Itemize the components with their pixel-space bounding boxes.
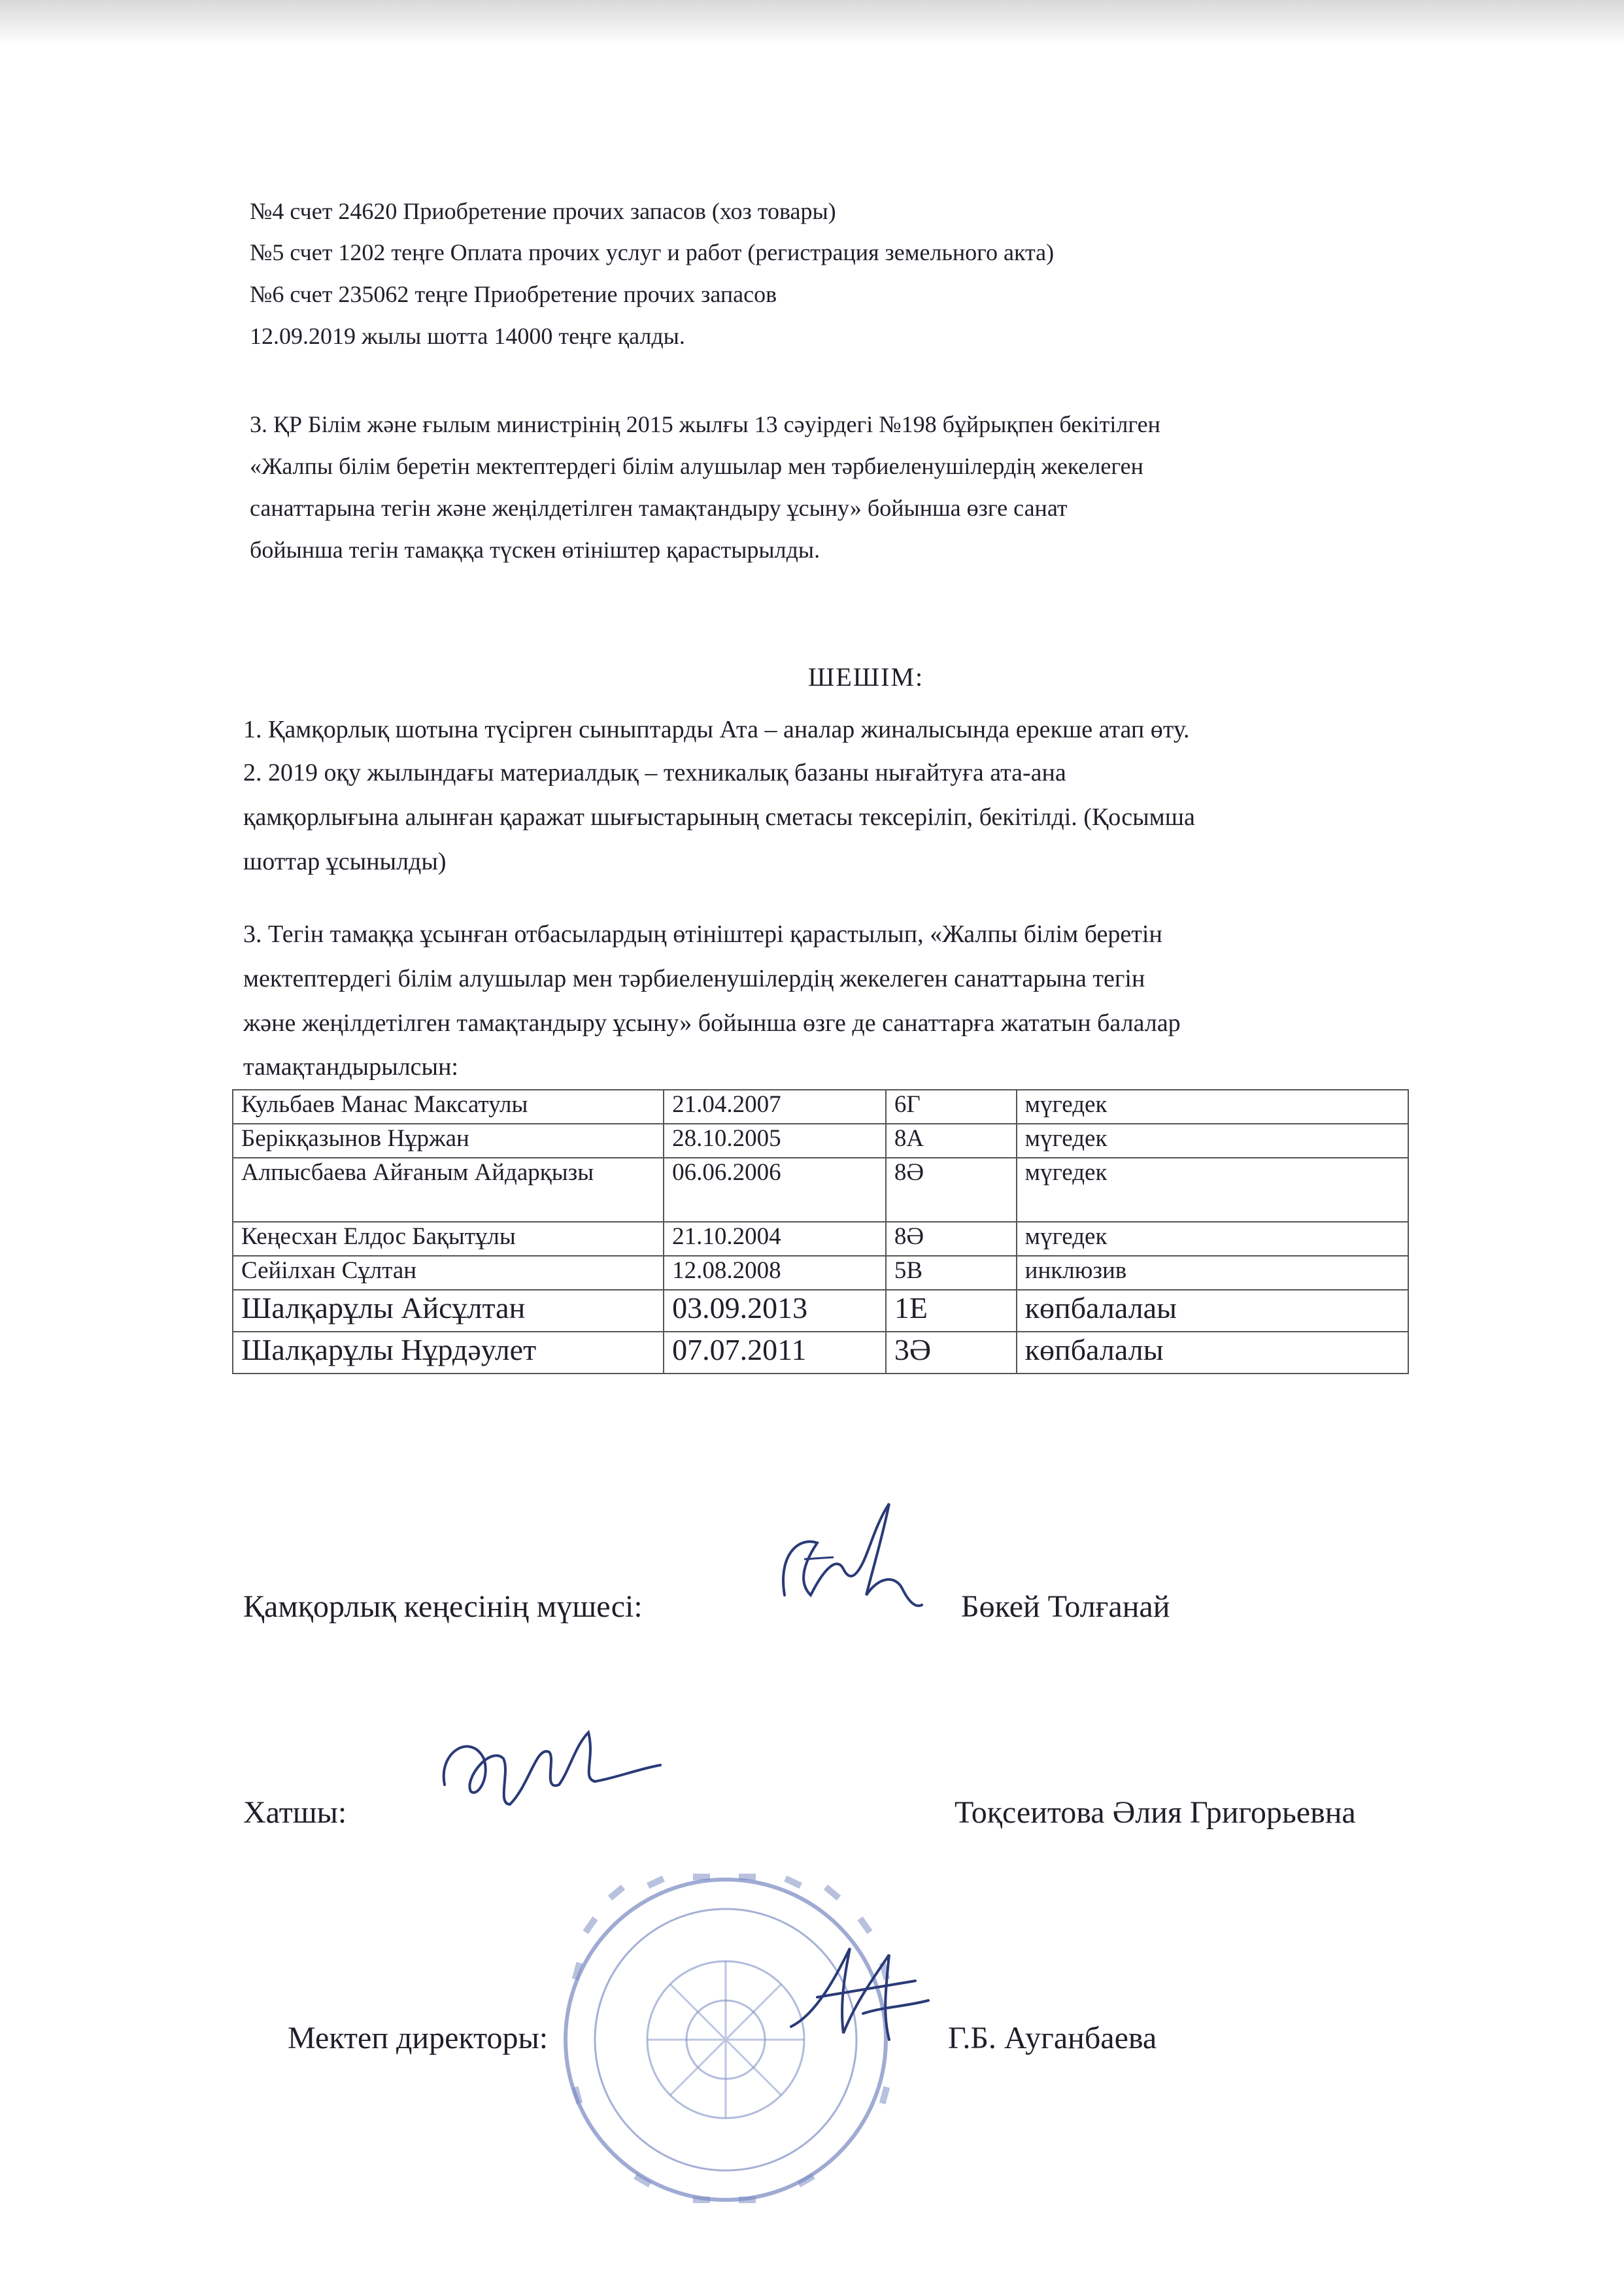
table-row (233, 1158, 1408, 1222)
student-grade: 8Ә (886, 1158, 1017, 1222)
table-row (233, 1256, 1408, 1290)
student-grade: 3Ә (886, 1332, 1017, 1374)
student-grade: 1Е (886, 1290, 1017, 1332)
student-birth-date: 06.06.2006 (664, 1158, 886, 1222)
invoice-line-5: №5 счет 1202 теңге Оплата прочих услуг и работ (регистрация земельного акта) (250, 239, 1055, 265)
decision-point-1: 1. Қамқорлық шотына түсірген сыныптарды Ата – аналар жиналысында ерекше атап өту. (243, 716, 1190, 743)
decision-point-3-line-3: және жеңілдетілген тамақтандыру ұсыну» бойынша өзге де санаттарға жататын балалар (243, 1009, 1181, 1037)
student-grade: 8А (886, 1124, 1017, 1158)
item3-line-2: «Жалпы білім беретін мектептердегі білім алушылар мен тәрбиеленушілердің жекелеген (250, 453, 1143, 479)
table-row (233, 1222, 1408, 1256)
student-grade: 6Г (886, 1090, 1017, 1124)
student-name: Алпысбаева Айғаным Айдарқызы (233, 1158, 664, 1222)
student-name: Шалқарұлы Нұрдәулет (233, 1332, 664, 1374)
decision-point-3-line-1: 3. Тегін тамаққа ұсынған отбасылардың өтініштері қарастылып, «Жалпы білім беретін (243, 920, 1162, 948)
scan-edge-shadow (0, 0, 1624, 46)
director-label: Мектеп директоры: (288, 2021, 549, 2055)
student-name: Шалқарұлы Айсұлтан (233, 1290, 664, 1332)
member-signature (758, 1497, 935, 1628)
secretary-signature (431, 1706, 667, 1824)
table-row (233, 1290, 1408, 1332)
decision-point-2-line-1: 2. 2019 оқу жылындағы материалдық – техникалық базаны нығайтуға ата-ана (243, 759, 1066, 786)
student-birth-date: 12.08.2008 (664, 1256, 886, 1290)
student-name: Кеңесхан Елдос Бақытұлы (233, 1222, 664, 1256)
student-category: мүгедек (1017, 1124, 1408, 1158)
student-category: мүгедек (1017, 1090, 1408, 1124)
item3-line-1: 3. ҚР Білім және ғылым министрінің 2015 жылғы 13 сәуірдегі №198 бұйрықпен бекітілген (250, 411, 1160, 437)
student-birth-date: 21.10.2004 (664, 1222, 886, 1256)
director-signature (778, 1935, 941, 2053)
student-name: Сейілхан Сұлтан (233, 1256, 664, 1290)
student-name: Кульбаев Манас Максатулы (233, 1090, 664, 1124)
table-row (233, 1124, 1408, 1158)
decision-point-2-line-2: қамқорлығына алынған қаражат шығыстарының сметасы тексеріліп, бекітілді. (Қосымша (243, 803, 1195, 831)
member-name: Бөкей Толғанай (961, 1589, 1170, 1624)
invoice-line-6: №6 счет 235062 теңге Приобретение прочих запасов (250, 281, 777, 307)
student-category: мүгедек (1017, 1222, 1408, 1256)
secretary-name: Тоқсеитова Әлия Григорьевна (955, 1795, 1356, 1830)
student-grade: 5В (886, 1256, 1017, 1290)
table-row (233, 1332, 1408, 1374)
director-name: Г.Б. Ауганбаева (948, 2021, 1157, 2055)
student-birth-date: 21.04.2007 (664, 1090, 886, 1124)
decision-point-2-line-3: шоттар ұсынылды) (243, 848, 447, 875)
member-label: Қамқорлық кеңесінің мүшесі: (243, 1589, 643, 1624)
decision-heading: ШЕШІМ: (808, 662, 924, 692)
student-category: көпбалалаы (1017, 1290, 1408, 1332)
student-category: мүгедек (1017, 1158, 1408, 1222)
decision-point-3-line-2: мектептердегі білім алушылар мен тәрбиеленушілердің жекелеген санаттарына тегін (243, 965, 1145, 992)
secretary-label: Хатшы: (243, 1795, 347, 1830)
students-table (232, 1089, 1409, 1374)
item3-line-4: бойынша тегін тамаққа түскен өтініштер қарастырылды. (250, 537, 820, 563)
student-birth-date: 07.07.2011 (664, 1332, 886, 1374)
student-birth-date: 03.09.2013 (664, 1290, 886, 1332)
student-name: Берікқазынов Нұржан (233, 1124, 664, 1158)
invoice-line-4: №4 счет 24620 Приобретение прочих запасов (хоз товары) (250, 198, 836, 224)
student-birth-date: 28.10.2005 (664, 1124, 886, 1158)
item3-line-3: санаттарына тегін және жеңілдетілген тамақтандыру ұсыну» бойынша өзге санат (250, 495, 1068, 521)
table-row (233, 1090, 1408, 1124)
student-category: көпбалалы (1017, 1332, 1408, 1374)
student-grade: 8Ә (886, 1222, 1017, 1256)
decision-point-3-line-4: тамақтандырылсын: (243, 1053, 458, 1081)
balance-line: 12.09.2019 жылы шотта 14000 теңге қалды. (250, 323, 685, 349)
student-category: инклюзив (1017, 1256, 1408, 1290)
scan-artifact (0, 1935, 22, 2105)
